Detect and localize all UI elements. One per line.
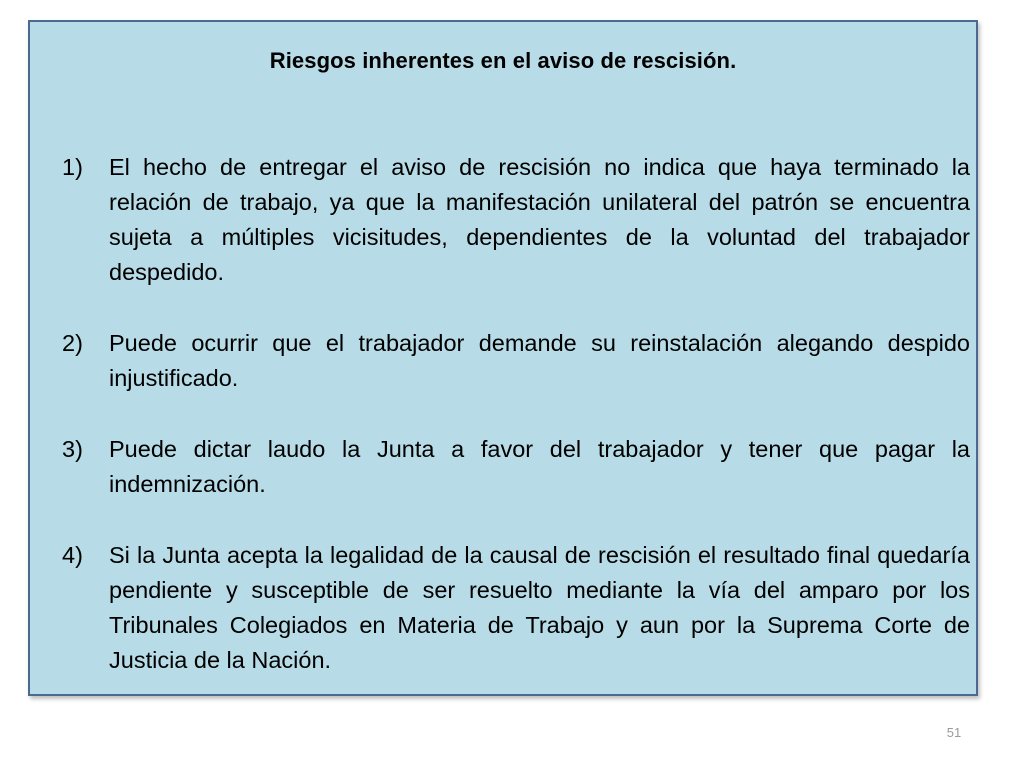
list-item-number: 4): [62, 542, 83, 568]
numbered-list: [62, 150, 970, 678]
list-item-number: 3): [62, 436, 83, 462]
list-item: [62, 326, 970, 396]
list-item: [62, 150, 970, 290]
list-item-text: Puede ocurrir que el trabajador demande su reinstalación alegando despido injustificado.: [109, 330, 970, 391]
list-item-text: El hecho de entregar el aviso de rescisión no indica que haya terminado la relación de trabajo, ya que la manifestación unilateral del patrón se encuentra sujeta a múltiples vicisitudes, dependientes de la voluntad del trabajador despedido.: [109, 154, 970, 285]
list-item: [62, 538, 970, 678]
slide-title: Riesgos inherentes en el aviso de rescisión.: [269, 48, 737, 73]
list-item-number: 1): [62, 154, 83, 180]
list-item-number: 2): [62, 330, 83, 356]
page-number: 51: [946, 725, 962, 740]
list-item-text: Puede dictar laudo la Junta a favor del trabajador y tener que pagar la indemnización.: [109, 436, 970, 497]
content-box: [28, 20, 978, 696]
list-item: [62, 432, 970, 502]
list-item-text: Si la Junta acepta la legalidad de la causal de rescisión el resultado final quedaría pendiente y susceptible de ser resuelto mediante la vía del amparo por los Tribunales Colegiados en Materia de Trabajo y aun por la Suprema Corte de Justicia de la Nación.: [109, 542, 970, 673]
